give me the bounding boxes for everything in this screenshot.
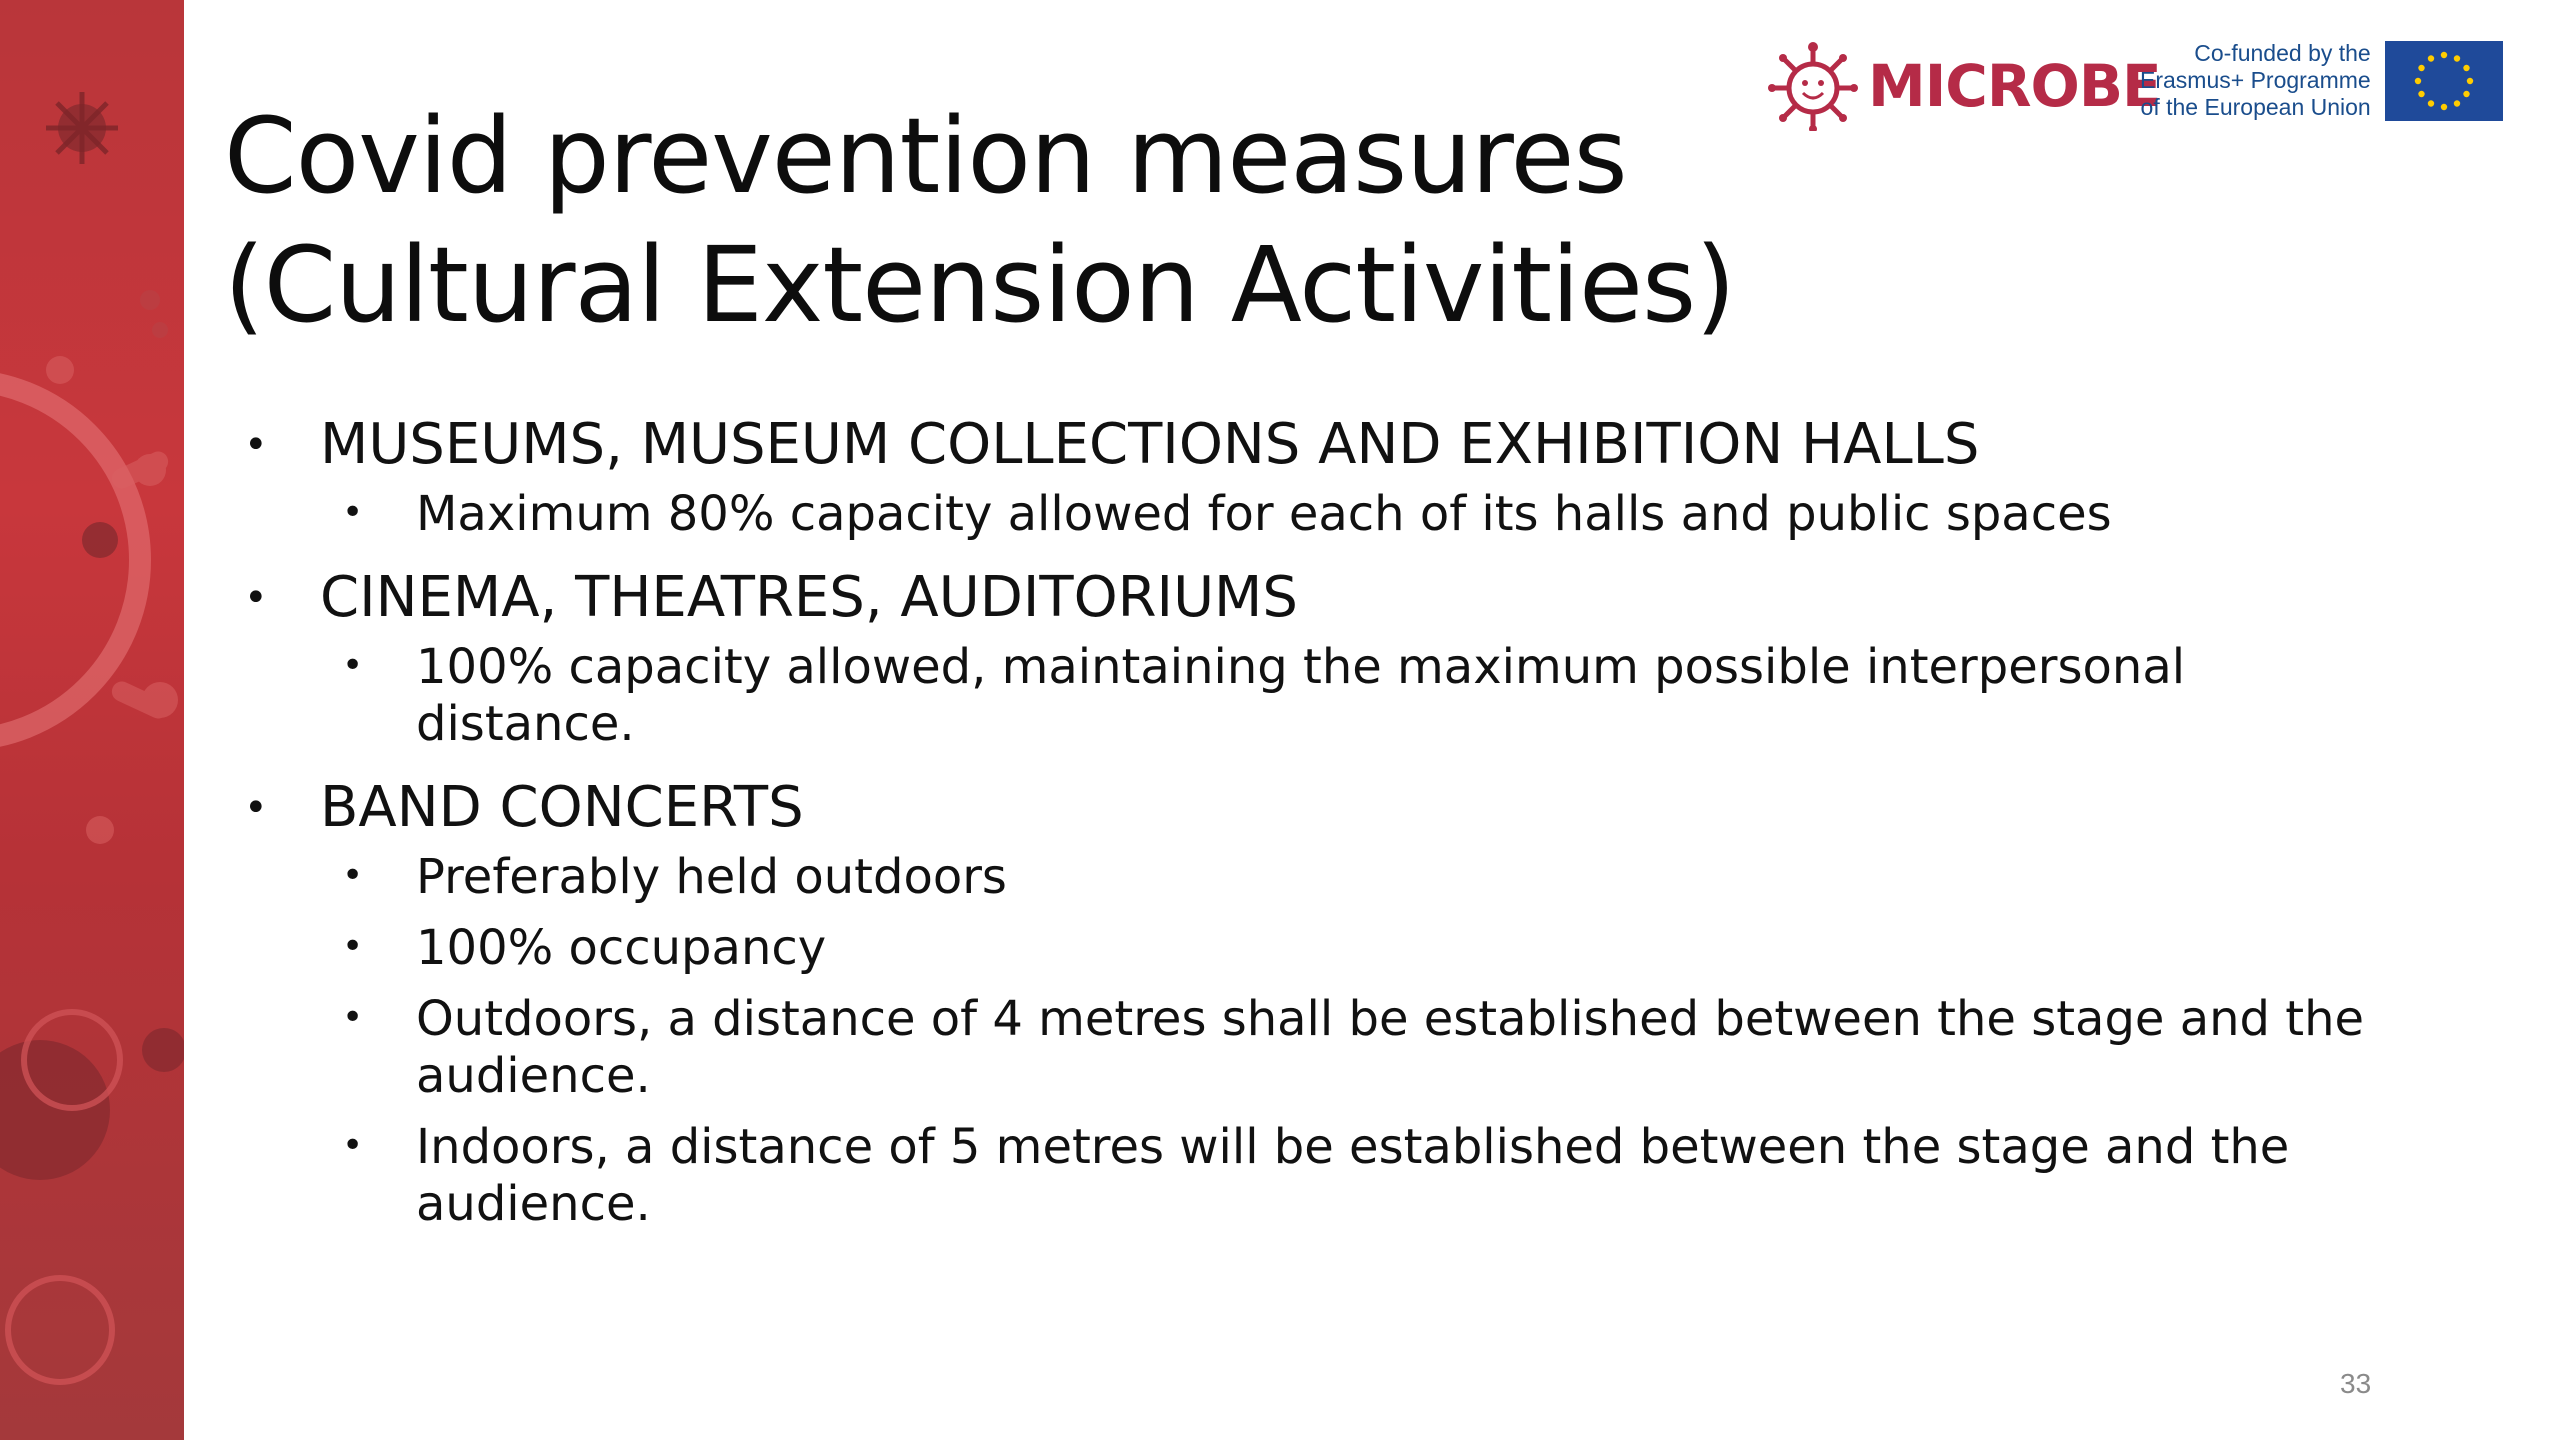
sub-bullet xyxy=(320,486,2404,543)
eu-cofunding-text xyxy=(2140,40,2371,121)
sub-bullet xyxy=(320,920,2404,977)
sub-list xyxy=(320,849,2404,1233)
bullet-band-concerts xyxy=(244,775,2404,1233)
sub-bullet-text: Preferably held outdoors xyxy=(416,849,1007,905)
eu-star xyxy=(2428,55,2434,61)
eu-star xyxy=(2415,77,2421,83)
microbe-wordmark: MICROBE xyxy=(1868,52,2161,120)
slide-title: Covid prevention measures (Cultural Extension Activities) xyxy=(224,95,1735,346)
decorative-virus-sidebar xyxy=(0,0,184,1440)
sub-bullet xyxy=(320,991,2404,1105)
bullet-cinema xyxy=(244,565,2404,753)
bullet-heading: • BAND CONCERTS xyxy=(320,775,804,840)
sub-list xyxy=(320,486,2404,543)
sub-bullet-text: Maximum 80% capacity allowed for each of its halls and public spaces xyxy=(416,486,2112,542)
virus-pattern-icon xyxy=(0,0,184,1440)
sub-bullet xyxy=(320,1119,2404,1233)
bullet-list xyxy=(244,412,2404,1255)
page-number: 33 xyxy=(2340,1368,2372,1399)
bullet-dot: • xyxy=(342,492,364,533)
sub-bullet xyxy=(320,639,2404,753)
bullet-heading: • MUSEUMS, MUSEUM COLLECTIONS AND EXHIBITION HALLS xyxy=(320,412,1980,477)
bullet-dot: • xyxy=(342,997,364,1038)
eu-stars-icon xyxy=(2385,41,2503,121)
sub-bullet-text: Indoors, a distance of 5 metres will be established between the stage and the audience. xyxy=(416,1119,2290,1232)
sub-bullet-text: 100% capacity allowed, maintaining the maximum possible interpersonal distance. xyxy=(416,639,2186,752)
eu-cofunding-logo xyxy=(2140,40,2503,121)
sub-bullet-text: 100% occupancy xyxy=(416,920,827,976)
bullet-heading: • CINEMA, THEATRES, AUDITORIUMS xyxy=(320,565,1298,630)
eu-line-2: Erasmus+ Programme xyxy=(2140,67,2371,93)
bullet-museums xyxy=(244,412,2404,543)
bullet-dot: • xyxy=(342,1125,364,1166)
eu-star xyxy=(2467,77,2473,83)
eu-star xyxy=(2463,90,2469,96)
bullet-dot: • xyxy=(342,855,364,896)
eu-line-3: of the European Union xyxy=(2140,94,2371,120)
eu-flag-icon xyxy=(2385,41,2503,121)
bullet-dot: • xyxy=(342,926,364,967)
eu-star xyxy=(2418,64,2424,70)
eu-star xyxy=(2441,51,2447,57)
sub-bullet-text: Outdoors, a distance of 4 metres shall be established between the stage and the audience. xyxy=(416,991,2365,1104)
bullet-dot: • xyxy=(342,645,364,686)
eu-star xyxy=(2454,100,2460,106)
eu-star xyxy=(2463,64,2469,70)
eu-star xyxy=(2428,100,2434,106)
sub-bullet xyxy=(320,849,2404,906)
eu-star xyxy=(2454,55,2460,61)
eu-line-1: Co-funded by the xyxy=(2194,40,2371,66)
eu-star xyxy=(2441,103,2447,109)
sub-list xyxy=(320,639,2404,753)
eu-star xyxy=(2418,90,2424,96)
